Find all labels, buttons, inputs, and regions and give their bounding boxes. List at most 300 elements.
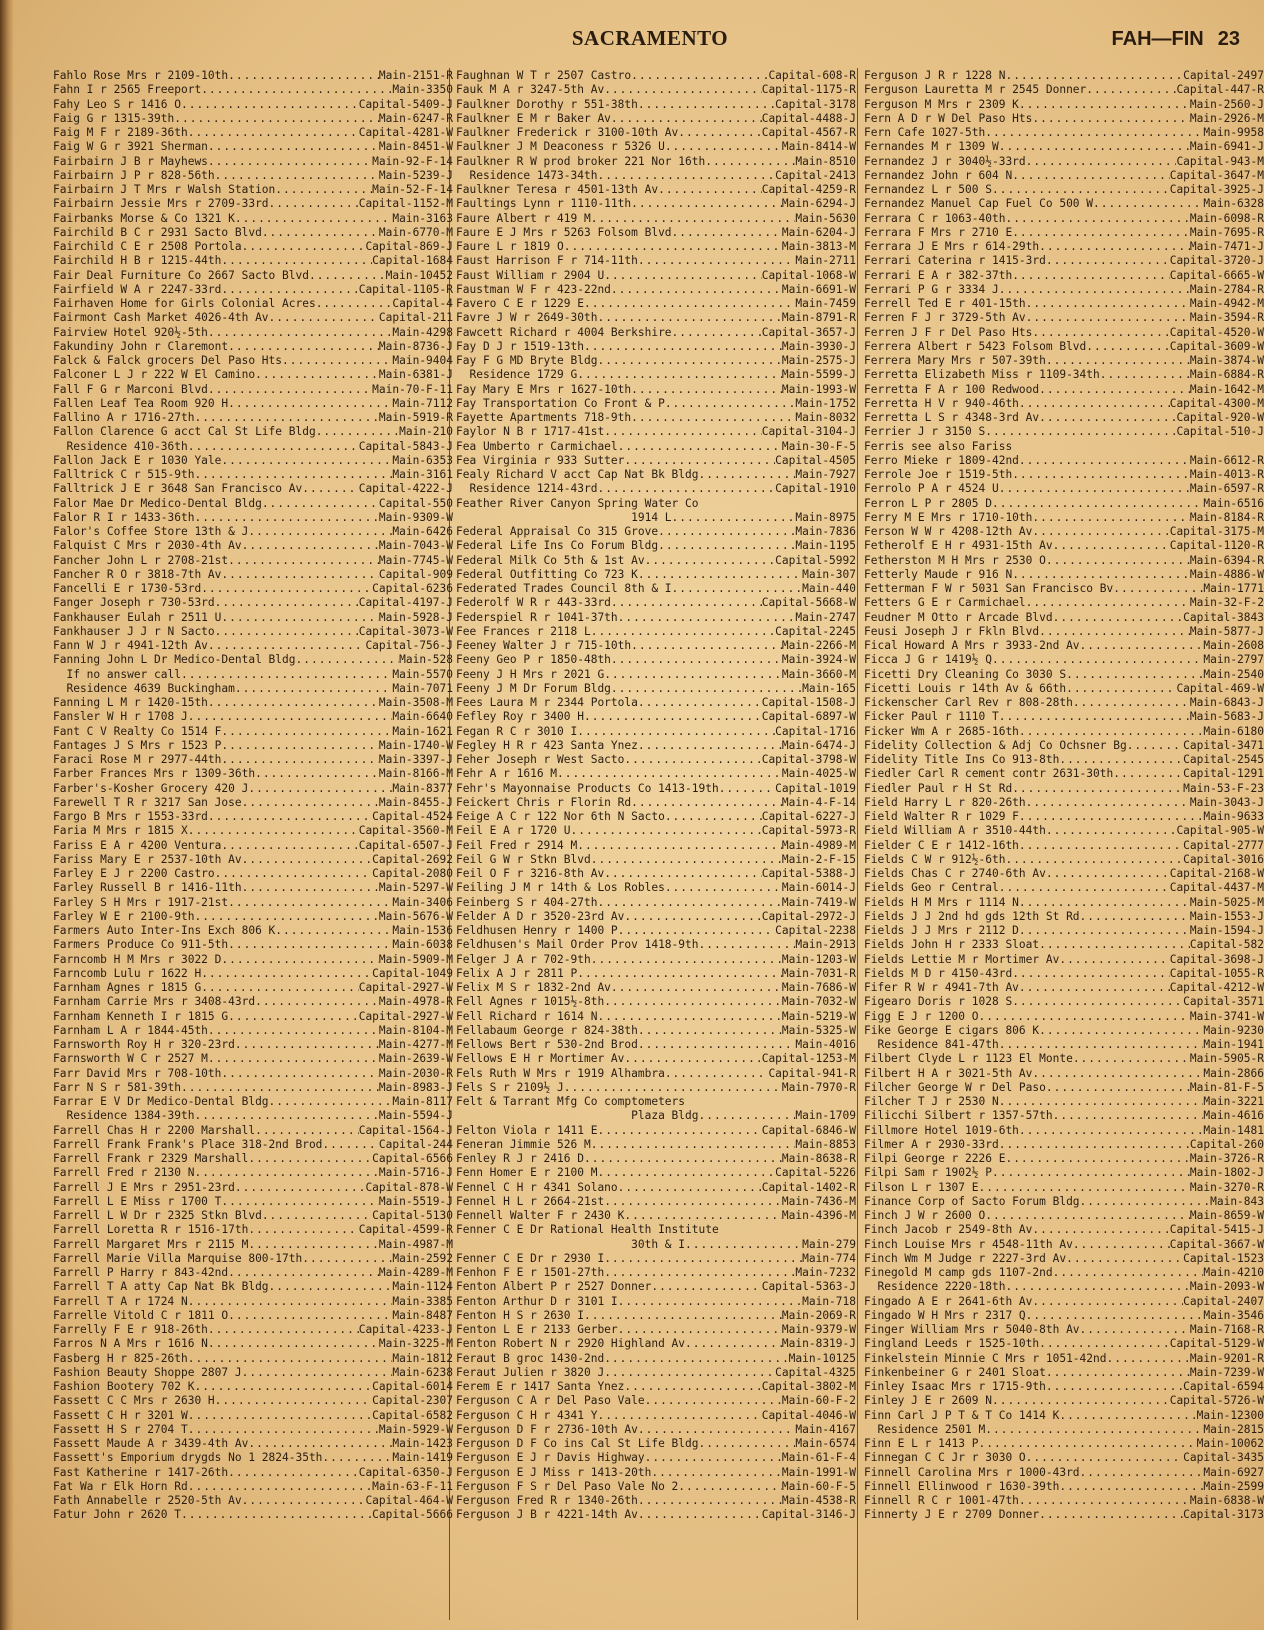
listing-name: Residence 1729 G — [456, 368, 578, 382]
listing-entry — [53, 824, 453, 838]
listing-entry — [864, 511, 1264, 525]
listing-phone: Capital-756-J — [365, 639, 453, 652]
listing-entry — [53, 753, 453, 767]
page-number: 23 — [1217, 28, 1240, 50]
listing-phone: Capital-4599-R — [358, 1223, 453, 1237]
listing-phone: Capital-1564-J — [358, 1123, 453, 1137]
listing-entry — [456, 1209, 856, 1223]
listing-name: Finegold M camp gds 1107-2nd — [864, 1266, 1053, 1279]
listing-name: Fields H M Mrs r 1114 N — [864, 895, 1019, 909]
listing-entry — [53, 383, 453, 397]
listing-phone: Main-6381-J — [378, 368, 453, 382]
listing-name: Fenton H S r 2630 I — [456, 1308, 584, 1322]
listing-name: Farr David Mrs r 708-10th — [53, 1066, 222, 1080]
listing-phone: Main-7071 — [392, 681, 453, 695]
dot-leader — [1080, 1466, 1204, 1480]
listing-entry — [864, 1451, 1264, 1465]
dot-leader — [604, 269, 762, 283]
dot-leader — [1005, 853, 1183, 867]
listing-phone: Capital-5973-R — [761, 824, 856, 838]
listing-entry — [456, 1067, 856, 1081]
listing-entry — [864, 240, 1264, 254]
listing-entry — [456, 1337, 856, 1351]
listing-phone: Main-1423 — [392, 1437, 453, 1450]
listing-entry — [53, 696, 453, 710]
listing-entry — [456, 554, 856, 568]
listing-phone: Main-7471-J — [1189, 240, 1264, 253]
listing-name: Filpi Sam r 1902½ P — [864, 1166, 992, 1180]
listing-name: Finch J W r 2600 O — [864, 1209, 986, 1222]
listing-entry — [456, 269, 856, 283]
listing-phone: Main-1993-W — [781, 382, 856, 396]
listing-name: Felt & Tarrant Mfg Co comptometers — [456, 1095, 686, 1108]
listing-phone: Main-4298 — [392, 325, 453, 339]
listing-phone: Main-5570 — [392, 667, 453, 681]
listing-name: Farnham Agnes r 1815 G — [53, 981, 202, 994]
listing-phone: Main-60-F-5 — [781, 1479, 856, 1493]
listing-name: Farncomb H M Mrs r 3022 D — [53, 952, 222, 966]
listing-phone: Main-5877-J — [1189, 624, 1264, 638]
listing-phone: Main-1709 — [795, 1109, 856, 1123]
listing-phone: Capital-920-W — [1176, 411, 1264, 424]
dot-leader — [316, 297, 393, 311]
listing-entry — [53, 938, 453, 952]
listing-name: Farrell Frank Frank's Place 318-2nd Brod — [53, 1137, 323, 1151]
listing-name: Fical Howard A Mrs r 3933-2nd Av — [864, 639, 1080, 652]
listing-name: Fancher John L r 2708-21st — [53, 553, 229, 567]
listing-phone: Capital-943-M — [1176, 154, 1264, 168]
listing-phone: Capital-582 — [1189, 938, 1264, 952]
dot-leader — [208, 810, 372, 824]
dot-leader — [208, 326, 392, 340]
listing-phone: Main-2540 — [1203, 667, 1264, 681]
listing-entry — [53, 611, 453, 625]
dot-leader — [604, 995, 782, 1009]
dot-leader — [631, 197, 782, 211]
listing-entry — [53, 1152, 453, 1166]
listing-phone: Main-6597-R — [1189, 482, 1264, 496]
listing-phone: Main-9379-W — [781, 1323, 856, 1336]
listing-entry — [53, 98, 453, 112]
listing-phone: Main-7419-W — [781, 895, 856, 909]
listing-name: Finley Isaac Mrs r 1715-9th — [864, 1380, 1046, 1393]
listing-name: Favre J W r 2649-30th — [456, 311, 598, 325]
listing-entry — [456, 183, 856, 197]
listing-entry — [53, 739, 453, 753]
listing-name: Fallen Leaf Tea Room 920 H — [53, 396, 229, 410]
dot-leader — [1019, 981, 1170, 995]
dot-leader — [1039, 1337, 1170, 1351]
listing-phone: Main-1203-W — [781, 952, 856, 966]
listing-entry — [864, 340, 1264, 354]
listing-entry — [53, 910, 453, 924]
listing-phone: Main-5297-W — [378, 881, 453, 895]
dot-leader — [618, 440, 782, 454]
listing-name: Faulkner Dorothy r 551-38th — [456, 97, 638, 111]
dot-leader — [597, 1010, 781, 1024]
listing-name: Fairfield W A r 2247-33rd — [53, 282, 222, 296]
listing-phone: Main-5928-J — [378, 610, 453, 624]
dot-leader — [1019, 397, 1170, 411]
listing-name: Ferretta F A r 100 Redwood — [864, 382, 1040, 396]
listing-name: Ferem E r 1417 Santa Ynez — [456, 1380, 625, 1393]
listing-entry — [53, 881, 453, 895]
page-city-heading: SACRAMENTO — [571, 26, 729, 50]
listing-entry — [864, 1209, 1264, 1223]
listing-phone: Main-2560-J — [1189, 97, 1264, 111]
listing-name: Fenton Robert N r 2920 Highland Av — [456, 1337, 686, 1351]
listing-entry — [456, 1423, 856, 1437]
listing-name: Farley S H Mrs r 1917-21st — [53, 895, 229, 909]
listing-entry — [456, 1223, 856, 1237]
dot-leader — [1100, 368, 1190, 382]
listing-entry — [456, 240, 856, 254]
listing-name: Fehr's Mayonnaise Products Co 1413-19th — [456, 781, 719, 795]
listing-name: Farrelle Vitold C r 1811 O — [53, 1308, 229, 1322]
dot-leader — [1032, 112, 1190, 126]
listing-entry — [53, 853, 453, 867]
dot-leader — [638, 254, 796, 268]
dot-leader — [1026, 311, 1190, 325]
dot-leader — [1005, 212, 1189, 226]
listing-name: Fallon Clarence G acct Cal St Life Bldg — [53, 425, 316, 439]
listing-phone: Capital-3798-W — [761, 753, 856, 766]
listing-name: Fennel C H r 4341 Solano — [456, 1180, 618, 1194]
listing-entry — [456, 881, 856, 895]
listing-phone: Capital-5129-W — [1169, 1337, 1264, 1351]
listing-name: Felix A J r 2811 P — [456, 966, 578, 980]
listing-name: Fegley H R r 423 Santa Ynez — [456, 738, 638, 752]
listing-phone: Main-6394-R — [1189, 553, 1264, 567]
listing-name: If no answer call — [53, 667, 181, 681]
listing-name: Feher Joseph r West Sacto — [456, 753, 625, 766]
listing-name: Fennel H L r 2664-21st — [456, 1194, 605, 1208]
listing-entry — [864, 910, 1264, 924]
dot-leader — [597, 311, 781, 325]
listing-phone: Capital-6594 — [1183, 1380, 1264, 1393]
listing-phone: Main-279 — [802, 1237, 856, 1251]
listing-phone: Capital-1523 — [1183, 1251, 1264, 1265]
listing-name: Faughnan W T r 2507 Castro — [456, 69, 632, 82]
dot-leader — [255, 368, 379, 382]
listing-name: Ferrari E A r 382-37th — [864, 268, 1013, 282]
listing-entry — [53, 1480, 453, 1494]
dot-leader — [269, 197, 359, 211]
page-binding-edge — [0, 0, 14, 1630]
listing-entry — [456, 782, 856, 796]
listing-entry — [53, 83, 453, 97]
listing-name: Farrell Chas H r 2200 Marshall — [53, 1123, 256, 1137]
dot-leader — [604, 425, 762, 439]
listing-phone: Capital-6236 — [372, 582, 453, 595]
dot-leader — [698, 468, 795, 482]
listing-entry — [864, 1124, 1264, 1138]
dot-leader — [611, 653, 782, 667]
listing-entry — [53, 682, 453, 696]
listing-phone: Main-9230 — [1203, 1023, 1264, 1037]
listing-entry — [456, 767, 856, 781]
dot-leader — [221, 953, 379, 967]
listing-entry — [864, 1052, 1264, 1066]
listing-name: Feil Fred r 2914 M — [456, 838, 578, 852]
dot-leader — [188, 1423, 379, 1437]
dot-leader — [658, 539, 795, 553]
listing-entry — [53, 240, 453, 254]
column-divider — [857, 68, 858, 1620]
listing-entry — [456, 953, 856, 967]
listing-name: Fansler W H r 1708 J — [53, 710, 188, 724]
dot-leader — [631, 383, 782, 397]
listing-phone: Main-6941-J — [1189, 140, 1264, 154]
dot-leader — [638, 1024, 782, 1038]
dot-leader — [242, 539, 379, 553]
dot-leader — [1080, 639, 1204, 653]
listing-phone: Main-5519-J — [378, 1194, 453, 1208]
dot-leader — [221, 611, 379, 625]
listing-phone: Main-4538-R — [781, 1494, 856, 1507]
listing-entry — [864, 1309, 1264, 1323]
listing-entry — [456, 1138, 856, 1152]
listing-entry — [864, 297, 1264, 311]
listing-name: Farmers Produce Co 911-5th — [53, 938, 229, 952]
listing-name: Faylor N B r 1717-41st — [456, 425, 605, 439]
listing-name: Farr N S r 581-39th — [53, 1080, 181, 1094]
listing-entry — [864, 810, 1264, 824]
dot-leader — [597, 169, 775, 183]
listing-name: Fanning L M r 1420-15th — [53, 696, 208, 709]
listing-entry — [53, 254, 453, 268]
listing-entry — [456, 326, 856, 340]
listing-name: Farley E J r 2200 Castro — [53, 867, 215, 880]
listing-entry — [864, 1223, 1264, 1237]
listing-phone: Main-7459 — [795, 297, 856, 310]
listing-name: Fassett H S r 2704 T — [53, 1422, 188, 1436]
listing-phone: Main-4978-R — [378, 995, 453, 1009]
listing-name: Felix M S r 1832-2nd Av — [456, 981, 611, 994]
dot-leader — [604, 1252, 802, 1266]
dot-leader — [618, 1323, 782, 1337]
listing-name: Ferrara J E Mrs r 614-29th — [864, 240, 1040, 253]
listing-entry — [456, 497, 856, 511]
listing-phone: Main-3660-M — [781, 667, 856, 681]
dot-leader — [638, 1038, 796, 1052]
listing-entry — [456, 1323, 856, 1337]
dot-leader — [1012, 226, 1190, 240]
listing-phone: Capital-3802-M — [761, 1380, 856, 1393]
listing-name: Federolf W R r 443-33rd — [456, 596, 611, 610]
listing-phone: Main-5594-J — [378, 1109, 453, 1123]
listing-name: Fath Annabelle r 2520-5th Av — [53, 1494, 242, 1507]
listing-entry — [456, 1280, 856, 1294]
listing-entry — [53, 454, 453, 468]
listing-phone: Main-8414-W — [781, 140, 856, 154]
listing-phone: Main-8510 — [795, 154, 856, 168]
listing-entry — [456, 1052, 856, 1066]
dot-leader — [624, 1209, 782, 1223]
listing-entry — [864, 668, 1264, 682]
listing-name: Fels S r 2109½ J — [456, 1080, 564, 1094]
listing-name: Fees Laura M r 2344 Portola — [456, 696, 638, 709]
listing-name: Fidelity Collection & Adj Co Ochsner Bg — [864, 738, 1127, 752]
dot-leader — [631, 796, 782, 810]
listing-entry — [864, 1024, 1264, 1038]
listing-name: Figearo Doris r 1028 S — [864, 995, 1013, 1009]
listing-name: Feudner M Otto r Arcade Blvd — [864, 610, 1053, 624]
listing-name: Fauk M A r 3247-5th Av — [456, 83, 605, 97]
listing-entry — [53, 140, 453, 154]
listing-phone: Main-7043-W — [378, 539, 453, 553]
listing-phone: Capital-4300-M — [1169, 396, 1264, 410]
listing-name: Fetterman F W r 5031 San Francisco Bv — [864, 582, 1114, 595]
listing-phone: Main-5239-J — [378, 168, 453, 182]
listing-entry — [864, 69, 1264, 83]
listing-name: Feiling J M r 14th & Los Robles — [456, 881, 665, 895]
listing-name: Fenner C E Dr r 2930 I — [456, 1251, 605, 1265]
dot-leader — [201, 83, 392, 97]
listing-name: Feickert Chris r Florin Rd — [456, 795, 632, 809]
listing-phone: Capital-909 — [378, 567, 453, 581]
listing-phone: Capital-3471 — [1183, 738, 1264, 752]
listing-entry — [456, 910, 856, 924]
listing-entry — [53, 1010, 453, 1024]
listing-phone: Capital-3146-J — [761, 1508, 856, 1522]
listing-entry — [456, 896, 856, 910]
listing-phone: Capital-6014 — [372, 1380, 453, 1393]
dot-leader — [208, 696, 379, 710]
listing-name: Fellows Bert r 530-2nd Brod — [456, 1038, 638, 1051]
listing-entry — [864, 1423, 1264, 1437]
dot-leader — [665, 1067, 769, 1081]
listing-phone: Main-440 — [802, 582, 856, 595]
listing-phone: Capital-2692 — [372, 852, 453, 866]
listing-name: Fee Frances r 2118 L — [456, 624, 591, 638]
listing-name: Filcher George W r Del Paso — [864, 1080, 1046, 1094]
listing-phone: Main-5905-R — [1189, 1052, 1264, 1066]
dot-leader — [658, 183, 762, 197]
listing-entry — [456, 482, 856, 496]
listing-entry — [53, 155, 453, 169]
listing-phone: Main-6574 — [795, 1437, 856, 1450]
listing-name: Finnerty J E r 2709 Donner — [864, 1508, 1040, 1522]
listing-name: Feinberg S r 404-27th — [456, 895, 598, 909]
listing-entry — [53, 1266, 453, 1280]
dot-leader — [638, 739, 782, 753]
listing-name: Ferrari P G r 3334 J — [864, 282, 999, 296]
dot-leader — [604, 1352, 788, 1366]
listing-entry — [456, 1494, 856, 1508]
listing-entry — [456, 1366, 856, 1380]
listing-phone: Main-3726-R — [1189, 1152, 1264, 1165]
listing-phone: Main-5919-R — [378, 411, 453, 424]
listing-phone: Capital-3647-M — [1169, 168, 1264, 182]
listing-name: Feraut Julien r 3820 J — [456, 1365, 605, 1379]
listing-entry — [864, 254, 1264, 268]
listing-name: Fakundiny John r Claremont — [53, 339, 229, 353]
listing-entry — [864, 1480, 1264, 1494]
dot-leader — [979, 1010, 1190, 1024]
listing-entry — [864, 482, 1264, 496]
listing-entry — [864, 696, 1264, 710]
listing-entry — [864, 1010, 1264, 1024]
listing-phone: Capital-447-R — [1176, 83, 1264, 97]
listing-phone: Main-6426 — [392, 525, 453, 538]
listing-entry — [53, 981, 453, 995]
listing-entry — [864, 1252, 1264, 1266]
dot-leader — [228, 1010, 359, 1024]
listing-name: Farrell T A r 1724 N — [53, 1294, 188, 1308]
listing-name: Faulkner Frederick r 3100-10th Av — [456, 126, 679, 139]
listing-phone: Main-12300 — [1196, 1408, 1264, 1422]
listing-phone: Capital-5388-J — [761, 867, 856, 880]
dot-leader — [1026, 1451, 1184, 1465]
listing-name: Fassett Maude A r 3439-4th Av — [53, 1437, 249, 1450]
listing-phone: Main-9633 — [1203, 810, 1264, 823]
listing-phone: Capital-3104-J — [761, 425, 856, 439]
listing-phone: Capital-1055-R — [1169, 966, 1264, 980]
listing-name: Farmers Auto Inter-Ins Exch 806 K — [53, 924, 276, 937]
listing-name: Fann W J r 4941-12th Av — [53, 639, 208, 652]
listing-name: Farrell Frank r 2329 Marshall — [53, 1152, 249, 1165]
dot-leader — [1066, 668, 1203, 682]
listing-entry — [864, 824, 1264, 838]
listing-name: Fay F G MD Bryte Bldg — [456, 354, 598, 367]
dot-leader — [1080, 1323, 1190, 1337]
listing-name: Fielder C E r 1412-16th — [864, 838, 1019, 852]
listing-phone: Capital-6665-W — [1169, 268, 1264, 282]
listing-entry — [53, 1380, 453, 1394]
listing-phone: Main-4616 — [1203, 1109, 1264, 1123]
listing-name: Fingland Leeds r 1525-10th — [864, 1337, 1040, 1351]
listing-phone: Main-2608 — [1203, 639, 1264, 652]
listing-entry — [456, 839, 856, 853]
listing-name: Fast Katherine r 1417-26th — [53, 1465, 229, 1479]
listing-entry — [53, 568, 453, 582]
dot-leader — [624, 1052, 761, 1066]
dot-leader — [1046, 867, 1170, 881]
listing-phone: Capital-2497 — [1183, 69, 1264, 82]
listing-entry — [864, 1181, 1264, 1195]
listing-phone: Main-6294-J — [781, 197, 856, 211]
dot-leader — [618, 611, 796, 625]
listing-name: Faraci Rose M r 2977-44th — [53, 753, 222, 766]
listing-phone: Main-6838-W — [1189, 1494, 1264, 1507]
listing-phone: Main-30-F-5 — [781, 439, 856, 453]
dot-leader — [985, 126, 1203, 140]
listing-entry — [53, 767, 453, 781]
dot-leader — [248, 1152, 372, 1166]
listing-name: Feeney Walter J r 715-10th — [456, 639, 632, 652]
listing-name: Favero C E r 1229 E — [456, 297, 584, 310]
listing-name: Ficker Paul r 1110 T — [864, 710, 999, 724]
listing-phone: Main-6640 — [392, 710, 453, 724]
listing-phone: Main-9404 — [392, 354, 453, 367]
listing-entry — [864, 767, 1264, 781]
listing-entry — [53, 1352, 453, 1366]
listing-phone: Capital-2413 — [775, 168, 856, 182]
listing-entry — [864, 1323, 1264, 1337]
dot-leader — [672, 326, 762, 340]
listing-entry — [456, 311, 856, 325]
dot-leader — [221, 839, 358, 853]
listing-entry — [456, 226, 856, 240]
listing-phone: Main-528 — [399, 653, 453, 667]
dot-leader — [194, 411, 378, 425]
listing-phone: Main-7970-R — [781, 1080, 856, 1094]
listing-phone: Main-6238 — [392, 1365, 453, 1379]
dot-leader — [1012, 468, 1190, 482]
listing-name: Residence 1384-39th — [53, 1109, 195, 1123]
dot-leader — [992, 653, 1203, 667]
